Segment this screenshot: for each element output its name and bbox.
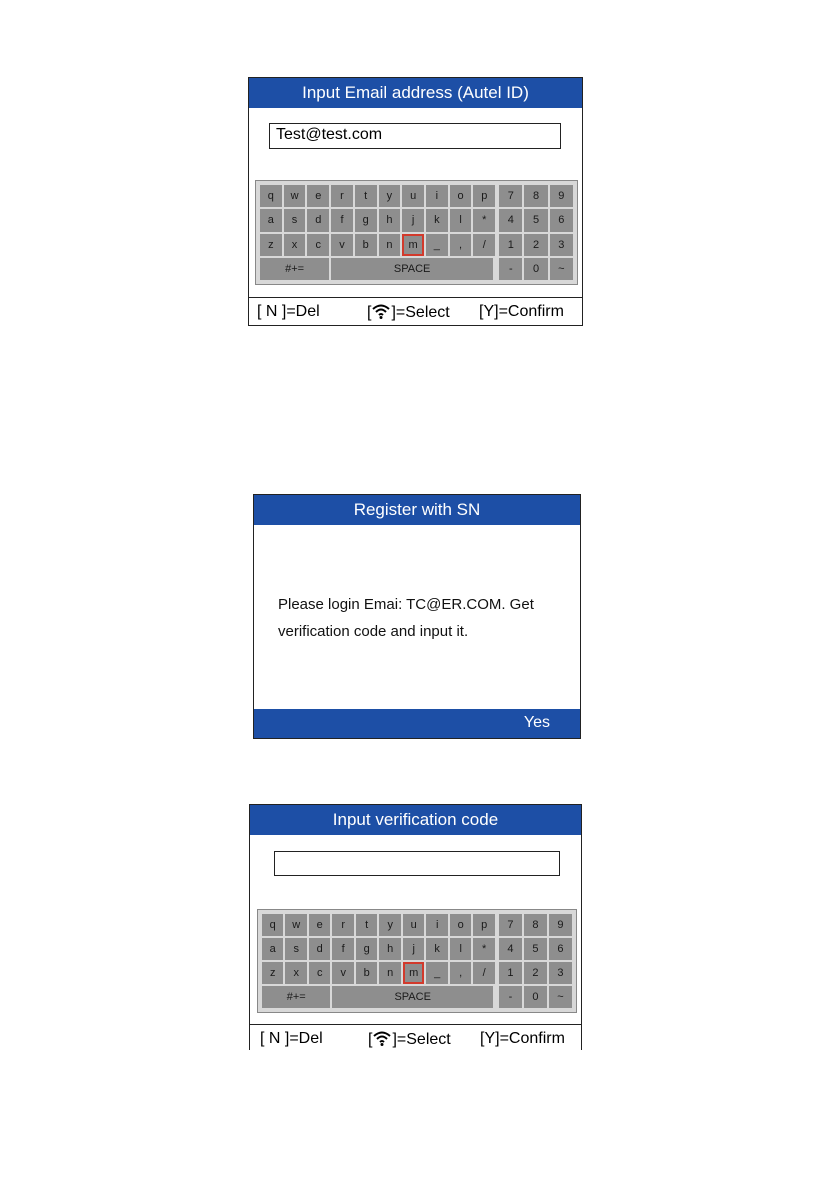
numpad-key-3-1[interactable]: 0 xyxy=(524,986,547,1008)
key-row2-4[interactable]: g xyxy=(356,938,377,960)
key-row1-4[interactable]: t xyxy=(356,914,377,936)
numpad-key-2-1[interactable]: 2 xyxy=(524,962,547,984)
key-row3-9[interactable]: / xyxy=(473,962,494,984)
page-title: Register with SN xyxy=(254,495,580,525)
numpad-key-0-0[interactable]: 7 xyxy=(499,914,522,936)
key-row1-2[interactable]: e xyxy=(307,185,329,207)
verification-input-screen xyxy=(249,804,582,1050)
key-row3-5[interactable]: n xyxy=(379,234,401,256)
numpad-key-1-1[interactable]: 5 xyxy=(524,209,547,231)
key-row3-8[interactable]: , xyxy=(450,234,472,256)
key-row2-3[interactable]: f xyxy=(331,209,353,231)
key-row3-6[interactable]: m xyxy=(402,234,424,256)
page-title: Input verification code xyxy=(250,805,581,835)
numpad-key-1-0[interactable]: 4 xyxy=(499,209,522,231)
key-row3-3[interactable]: v xyxy=(331,234,353,256)
numpad-key-0-1[interactable]: 8 xyxy=(524,185,547,207)
wifi-icon xyxy=(372,1030,392,1046)
numpad-key-3-2[interactable]: ~ xyxy=(549,986,572,1008)
key-row1-8[interactable]: o xyxy=(450,914,471,936)
key-row2-2[interactable]: d xyxy=(309,938,330,960)
key-row3-1[interactable]: x xyxy=(285,962,306,984)
key-row3-7[interactable]: _ xyxy=(426,962,447,984)
key-row3-8[interactable]: , xyxy=(450,962,471,984)
numpad-key-2-2[interactable]: 3 xyxy=(550,234,573,256)
email-input-screen xyxy=(248,77,583,326)
key-row1-5[interactable]: y xyxy=(379,914,400,936)
key-row1-9[interactable]: p xyxy=(473,185,495,207)
numpad-key-0-2[interactable]: 9 xyxy=(550,185,573,207)
key-row1-6[interactable]: u xyxy=(403,914,424,936)
key-row2-2[interactable]: d xyxy=(307,209,329,231)
key-row1-0[interactable]: q xyxy=(262,914,283,936)
action-bar xyxy=(254,709,580,738)
key-row1-2[interactable]: e xyxy=(309,914,330,936)
confirm-hint: [Y]=Confirm xyxy=(479,303,564,320)
key-row3-4[interactable]: b xyxy=(356,962,377,984)
key-row1-8[interactable]: o xyxy=(450,185,472,207)
space-key[interactable]: SPACE xyxy=(332,986,492,1008)
numpad-key-1-2[interactable]: 6 xyxy=(550,209,573,231)
key-row3-6[interactable]: m xyxy=(403,962,424,984)
key-row2-5[interactable]: h xyxy=(379,209,401,231)
key-row2-6[interactable]: j xyxy=(403,938,424,960)
numpad-key-2-0[interactable]: 1 xyxy=(499,962,522,984)
key-row2-9[interactable]: * xyxy=(473,209,495,231)
key-row2-6[interactable]: j xyxy=(402,209,424,231)
key-row2-5[interactable]: h xyxy=(379,938,400,960)
numpad-key-2-1[interactable]: 2 xyxy=(524,234,547,256)
key-row1-5[interactable]: y xyxy=(379,185,401,207)
numpad-key-0-2[interactable]: 9 xyxy=(549,914,572,936)
confirm-hint: [Y]=Confirm xyxy=(480,1030,565,1047)
on-screen-keyboard xyxy=(255,180,578,285)
numpad-key-3-2[interactable]: ~ xyxy=(550,258,573,280)
key-row3-4[interactable]: b xyxy=(355,234,377,256)
key-row2-7[interactable]: k xyxy=(426,938,447,960)
del-hint: [ N ]=Del xyxy=(257,303,320,320)
numpad-key-1-1[interactable]: 5 xyxy=(524,938,547,960)
key-row3-5[interactable]: n xyxy=(379,962,400,984)
key-row1-3[interactable]: r xyxy=(331,185,353,207)
key-row1-1[interactable]: w xyxy=(284,185,306,207)
numpad-key-3-0[interactable]: - xyxy=(499,258,522,280)
key-row1-7[interactable]: i xyxy=(426,185,448,207)
select-hint: [ ]=Select xyxy=(368,1031,451,1048)
wifi-icon xyxy=(371,303,391,319)
on-screen-keyboard xyxy=(257,909,577,1013)
key-row2-4[interactable]: g xyxy=(355,209,377,231)
key-row2-3[interactable]: f xyxy=(332,938,353,960)
footer-hints xyxy=(249,297,582,325)
key-row1-7[interactable]: i xyxy=(426,914,447,936)
key-row1-9[interactable]: p xyxy=(473,914,494,936)
footer-hints xyxy=(250,1024,581,1050)
select-hint: [ ]=Select xyxy=(367,304,450,321)
key-row1-1[interactable]: w xyxy=(285,914,306,936)
key-row3-3[interactable]: v xyxy=(332,962,353,984)
numpad-key-3-1[interactable]: 0 xyxy=(524,258,547,280)
key-row2-0[interactable]: a xyxy=(260,209,282,231)
key-row3-9[interactable]: / xyxy=(473,234,495,256)
key-row2-8[interactable]: l xyxy=(450,938,471,960)
key-row1-4[interactable]: t xyxy=(355,185,377,207)
verification-code-input[interactable] xyxy=(274,851,560,876)
numpad-key-0-1[interactable]: 8 xyxy=(524,914,547,936)
numpad-key-1-0[interactable]: 4 xyxy=(499,938,522,960)
key-row1-3[interactable]: r xyxy=(332,914,353,936)
space-key[interactable]: SPACE xyxy=(331,258,493,280)
key-row2-7[interactable]: k xyxy=(426,209,448,231)
key-row2-1[interactable]: s xyxy=(284,209,306,231)
key-row3-1[interactable]: x xyxy=(284,234,306,256)
key-row3-7[interactable]: _ xyxy=(426,234,448,256)
key-row1-6[interactable]: u xyxy=(402,185,424,207)
email-input[interactable]: Test@test.com xyxy=(269,123,561,149)
key-row2-0[interactable]: a xyxy=(262,938,283,960)
register-sn-screen xyxy=(253,494,581,739)
symbols-key[interactable]: #+= xyxy=(262,986,330,1008)
message-text: Please login Emai: TC@ER.COM. Get verification code and input it. xyxy=(278,596,534,640)
numpad-key-1-2[interactable]: 6 xyxy=(549,938,572,960)
key-row2-1[interactable]: s xyxy=(285,938,306,960)
key-row2-9[interactable]: * xyxy=(473,938,494,960)
yes-button[interactable]: Yes xyxy=(523,714,550,731)
key-row3-2[interactable]: c xyxy=(309,962,330,984)
numpad-key-3-0[interactable]: - xyxy=(499,986,522,1008)
del-hint: [ N ]=Del xyxy=(260,1030,323,1047)
page-title: Input Email address (Autel ID) xyxy=(249,78,582,108)
key-row1-0[interactable]: q xyxy=(260,185,282,207)
key-row3-0[interactable]: z xyxy=(260,234,282,256)
numpad-key-0-0[interactable]: 7 xyxy=(499,185,522,207)
numpad-key-2-0[interactable]: 1 xyxy=(499,234,522,256)
key-row3-2[interactable]: c xyxy=(307,234,329,256)
key-row2-8[interactable]: l xyxy=(450,209,472,231)
numpad-key-2-2[interactable]: 3 xyxy=(549,962,572,984)
symbols-key[interactable]: #+= xyxy=(260,258,329,280)
key-row3-0[interactable]: z xyxy=(262,962,283,984)
